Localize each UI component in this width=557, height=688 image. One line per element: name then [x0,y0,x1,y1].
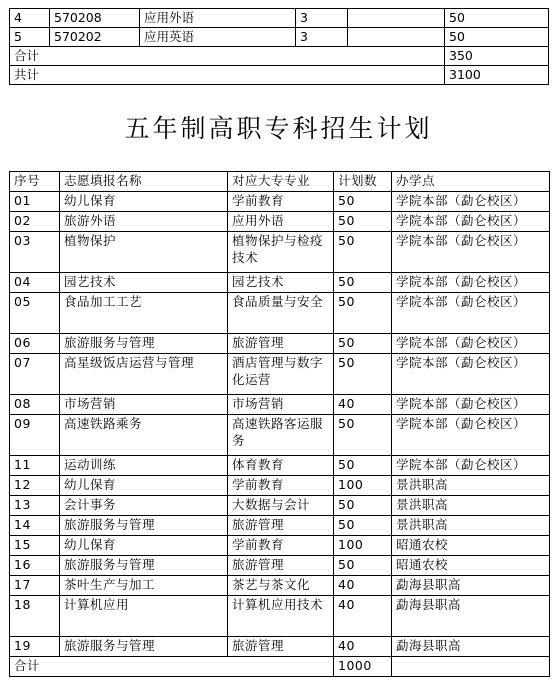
campus-site: 学院本部（勐仑校区） [392,456,550,476]
major-name: 应用外语 [140,9,296,28]
grand-total-label: 共计 [10,66,445,85]
table-row [10,516,550,536]
header-no: 序号 [10,172,60,192]
table-row [10,556,550,576]
row-number: 12 [10,476,60,496]
major-code: 570202 [50,28,140,47]
campus-site: 学院本部（勐仑校区） [392,212,550,232]
total-value: 1000 [334,657,392,677]
row-number: 14 [10,516,60,536]
application-name: 旅游服务与管理 [60,556,228,576]
study-years: 3 [296,28,348,47]
college-major: 体育教育 [228,456,334,476]
college-major: 酒店管理与数字化运营 [228,354,334,395]
campus-site: 学院本部（勐仑校区） [392,415,550,456]
row-number: 05 [10,293,60,334]
row-number: 15 [10,536,60,556]
header-site: 办学点 [392,172,550,192]
campus-site: 勐海县职高 [392,576,550,596]
campus-site: 学院本部（勐仑校区） [392,334,550,354]
table-row [10,28,549,47]
campus-site: 学院本部（勐仑校区） [392,354,550,395]
plan-count: 50 [445,9,549,28]
plan-count: 50 [334,456,392,476]
plan-count: 50 [334,354,392,395]
row-number: 5 [10,28,50,47]
row-number: 01 [10,192,60,212]
major-name: 应用英语 [140,28,296,47]
college-major: 园艺技术 [228,273,334,293]
application-name: 运动训练 [60,456,228,476]
plan-count: 100 [334,476,392,496]
row-number: 16 [10,556,60,576]
table-row [10,334,550,354]
subtotal-row [10,47,549,66]
row-number: 08 [10,395,60,415]
table-row [10,9,549,28]
college-major: 应用外语 [228,212,334,232]
row-number: 4 [10,9,50,28]
application-name: 旅游服务与管理 [60,637,228,657]
application-name: 幼儿保育 [60,192,228,212]
campus-site: 学院本部（勐仑校区） [392,232,550,273]
application-name: 茶叶生产与加工 [60,576,228,596]
row-number: 19 [10,637,60,657]
top-table [9,8,549,85]
table-row [10,212,550,232]
plan-count: 50 [334,415,392,456]
application-name: 植物保护 [60,232,228,273]
table-row [10,354,550,395]
application-name: 园艺技术 [60,273,228,293]
application-name: 幼儿保育 [60,536,228,556]
application-name: 旅游服务与管理 [60,516,228,536]
application-name: 高星级饭店运营与管理 [60,354,228,395]
study-years: 3 [296,9,348,28]
application-name: 旅游外语 [60,212,228,232]
college-major: 学前教育 [228,476,334,496]
plan-count: 50 [334,496,392,516]
college-major: 大数据与会计 [228,496,334,516]
grand-total-value: 3100 [445,66,549,85]
plan-count: 50 [334,273,392,293]
college-major: 计算机应用技术 [228,596,334,637]
table-row [10,496,550,516]
college-major: 学前教育 [228,192,334,212]
college-major: 植物保护与检疫技术 [228,232,334,273]
campus-site: 昭通农校 [392,556,550,576]
application-name: 计算机应用 [60,596,228,637]
table-row [10,576,550,596]
total-row [10,657,550,677]
college-major: 高速铁路客运服务 [228,415,334,456]
table-row [10,395,550,415]
college-major: 学前教育 [228,536,334,556]
plan-count: 100 [334,536,392,556]
enrollment-plan-table [9,171,550,677]
table-row [10,273,550,293]
college-major: 旅游管理 [228,556,334,576]
plan-count: 50 [334,556,392,576]
campus-site: 昭通农校 [392,536,550,556]
table-row [10,293,550,334]
campus-site: 学院本部（勐仑校区） [392,273,550,293]
header-major: 对应大专专业 [228,172,334,192]
row-number: 07 [10,354,60,395]
campus-site: 景洪职高 [392,476,550,496]
row-number: 06 [10,334,60,354]
table-row [10,456,550,476]
plan-count: 40 [334,395,392,415]
empty-cell [348,28,445,47]
application-name: 旅游服务与管理 [60,334,228,354]
plan-count: 50 [445,28,549,47]
row-number: 04 [10,273,60,293]
row-number: 11 [10,456,60,476]
total-label: 合计 [10,657,334,677]
table-header-row [10,172,550,192]
plan-count: 50 [334,212,392,232]
campus-site: 学院本部（勐仑校区） [392,192,550,212]
plan-count: 50 [334,232,392,273]
table-row [10,232,550,273]
row-number: 02 [10,212,60,232]
table-row [10,536,550,556]
application-name: 食品加工工艺 [60,293,228,334]
grand-total-row [10,66,549,85]
campus-site: 学院本部（勐仑校区） [392,293,550,334]
table-row [10,596,550,637]
table-row [10,637,550,657]
header-plan: 计划数 [334,172,392,192]
campus-site: 学院本部（勐仑校区） [392,395,550,415]
table-row [10,415,550,456]
plan-count: 50 [334,293,392,334]
application-name: 幼儿保育 [60,476,228,496]
campus-site: 勐海县职高 [392,596,550,637]
plan-count: 50 [334,192,392,212]
row-number: 03 [10,232,60,273]
plan-count: 50 [334,516,392,536]
college-major: 食品质量与安全 [228,293,334,334]
college-major: 市场营销 [228,395,334,415]
application-name: 会计事务 [60,496,228,516]
row-number: 09 [10,415,60,456]
campus-site: 勐海县职高 [392,637,550,657]
row-number: 17 [10,576,60,596]
empty-cell [348,9,445,28]
plan-count: 40 [334,576,392,596]
empty-cell [392,657,550,677]
table-row [10,192,550,212]
plan-count: 50 [334,334,392,354]
header-name: 志愿填报名称 [60,172,228,192]
table-row [10,476,550,496]
application-name: 高速铁路乘务 [60,415,228,456]
college-major: 茶艺与茶文化 [228,576,334,596]
campus-site: 景洪职高 [392,516,550,536]
college-major: 旅游管理 [228,334,334,354]
page-title: 五年制高职专科招生计划 [124,114,433,143]
row-number: 13 [10,496,60,516]
plan-count: 40 [334,596,392,637]
plan-count: 40 [334,637,392,657]
subtotal-value: 350 [445,47,549,66]
subtotal-label: 合计 [10,47,445,66]
row-number: 18 [10,596,60,637]
application-name: 市场营销 [60,395,228,415]
college-major: 旅游管理 [228,516,334,536]
college-major: 旅游管理 [228,637,334,657]
major-code: 570208 [50,9,140,28]
campus-site: 景洪职高 [392,496,550,516]
